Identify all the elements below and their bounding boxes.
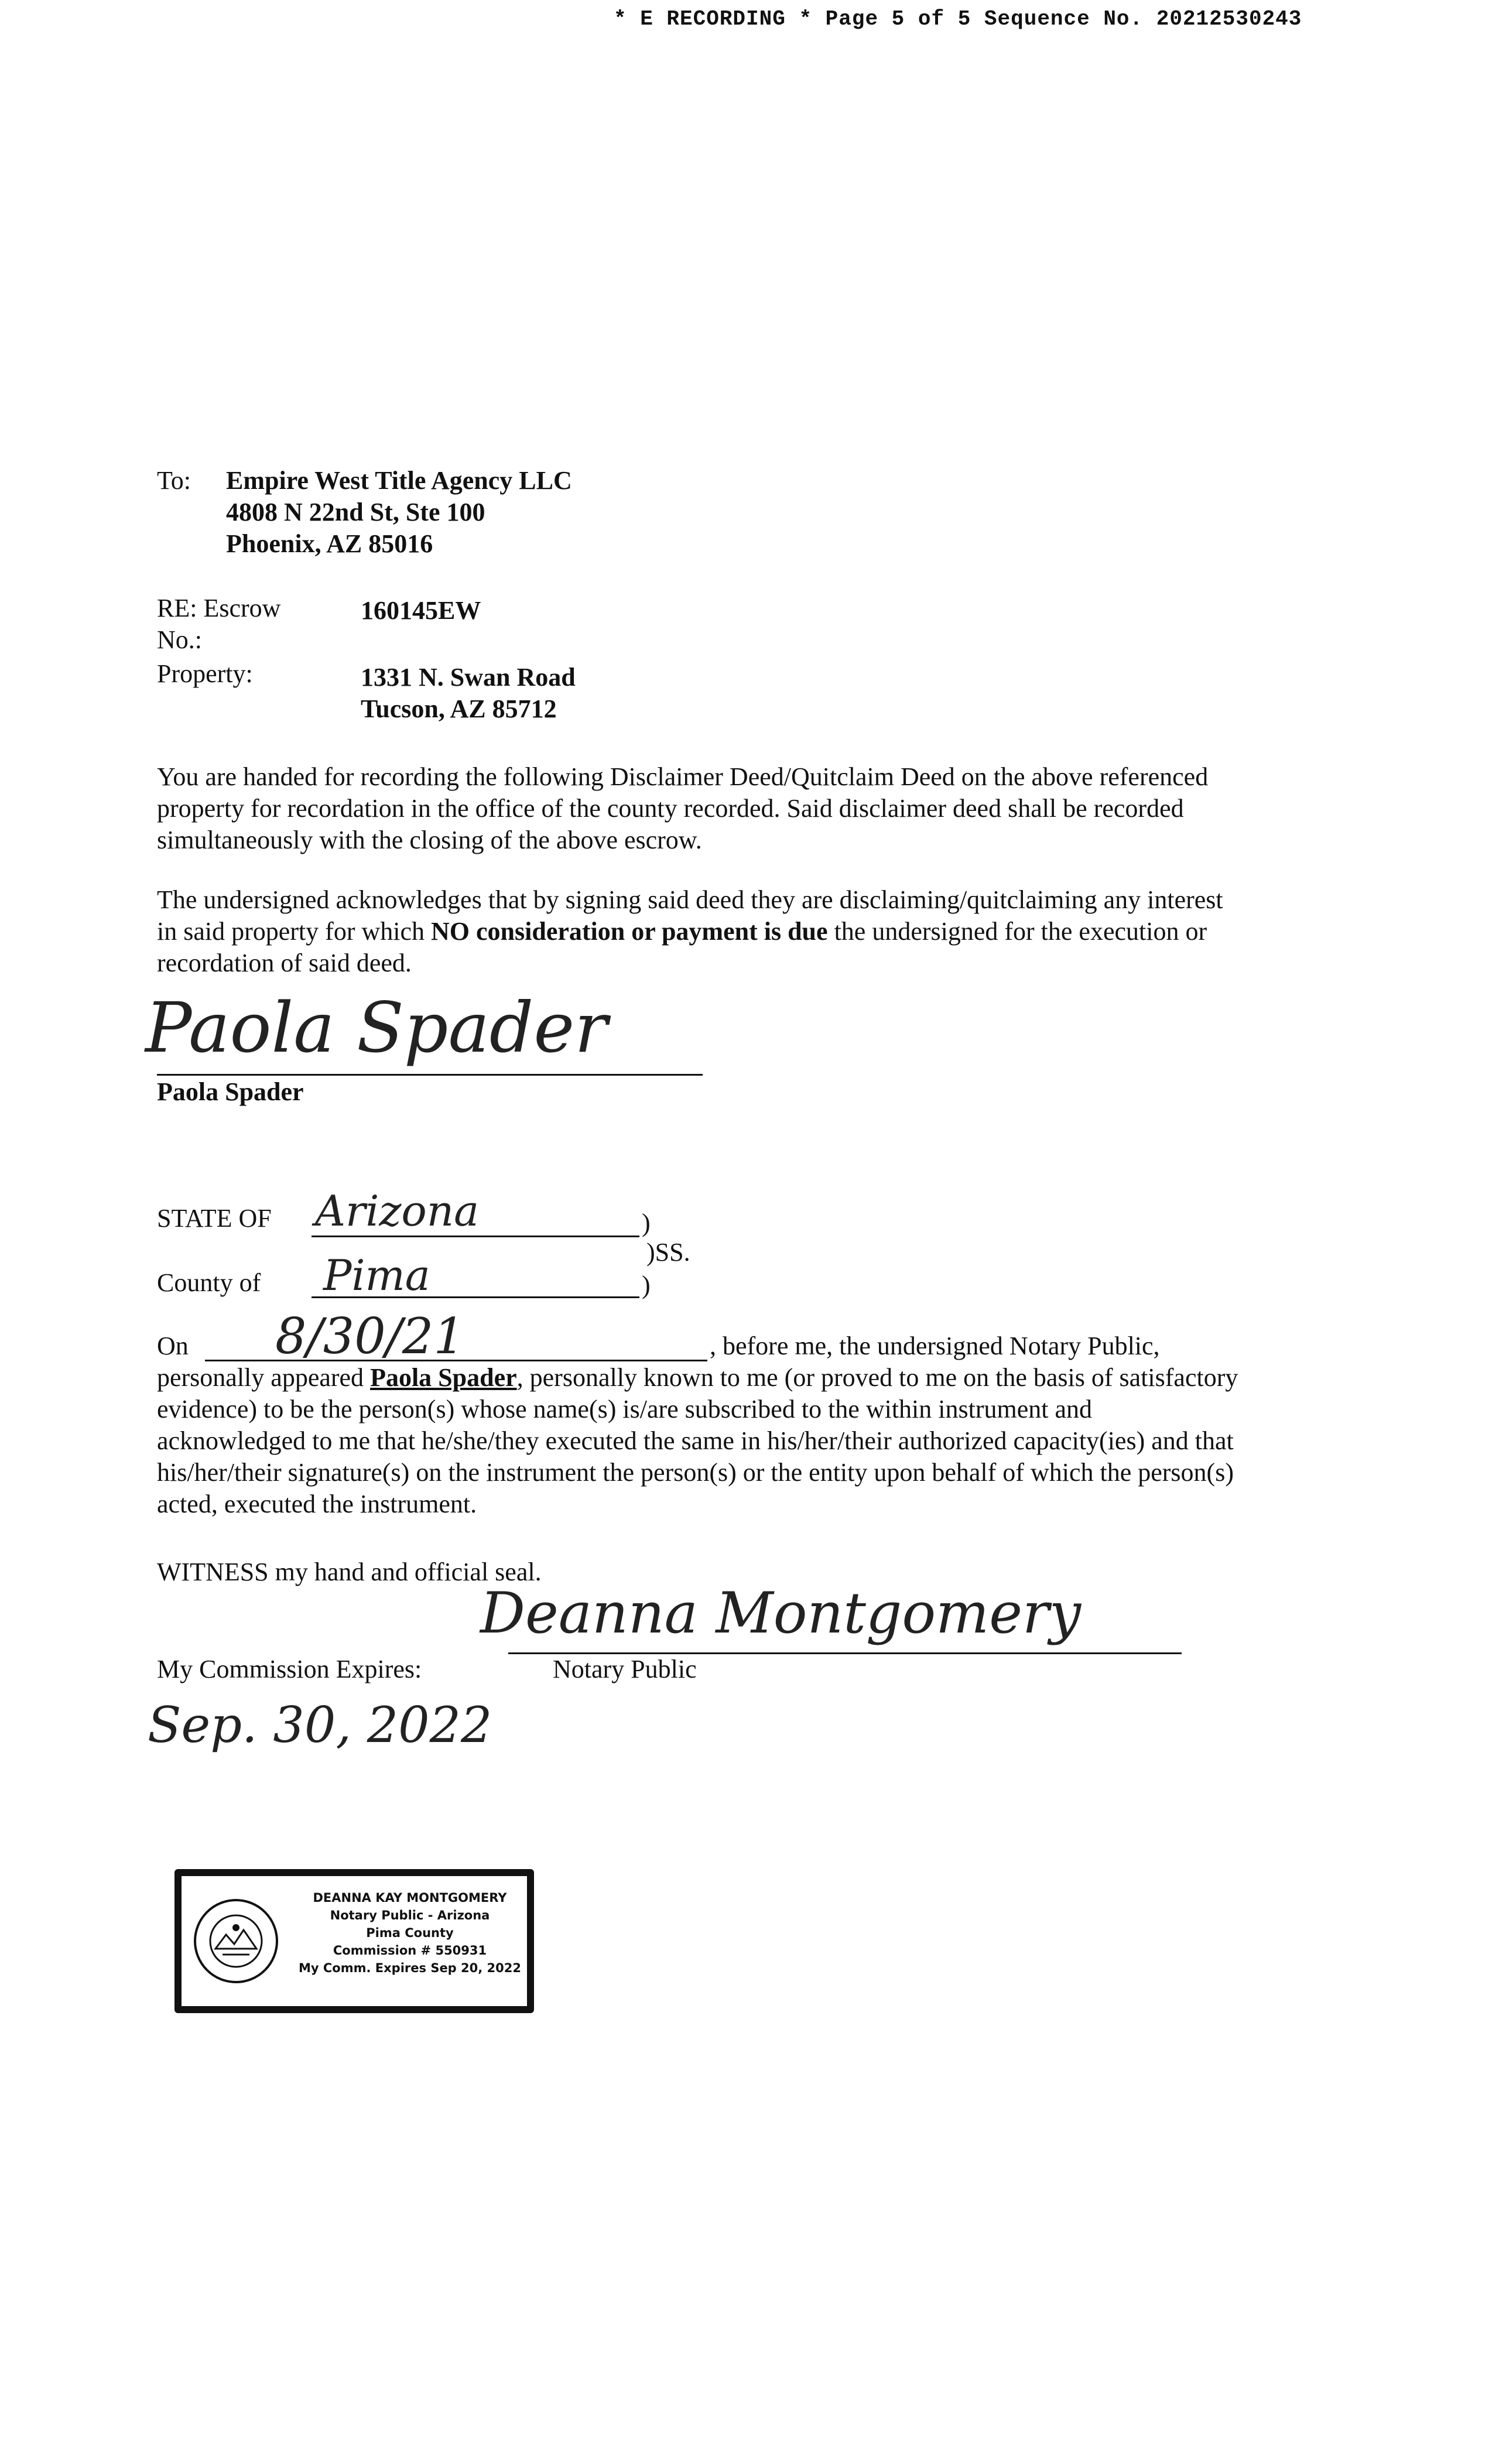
state-line bbox=[312, 1236, 639, 1237]
to-label: To: bbox=[157, 466, 191, 495]
state-seal-icon bbox=[192, 1897, 280, 1985]
recording-instruction-paragraph: You are handed for recording the following Disclaimer Deed/Quitclaim Deed on the above referenced property for recordation in the office of the county recorded. Said disclaimer deed shall be recorded simultaneously with the closing of the above escrow. bbox=[157, 762, 1209, 854]
stamp-title: Notary Public - Arizona bbox=[330, 1908, 490, 1922]
stamp-county: Pima County bbox=[366, 1926, 454, 1940]
county-handwritten: Pima bbox=[323, 1251, 430, 1300]
escrow-label-no: No.: bbox=[157, 625, 202, 654]
on-label: On bbox=[157, 1332, 189, 1360]
property-address-line2: Tucson, AZ 85712 bbox=[361, 694, 557, 723]
escrow-number: 160145EW bbox=[361, 596, 481, 625]
signer-name: Paola Spader bbox=[157, 1077, 304, 1106]
county-paren: ) bbox=[642, 1271, 651, 1299]
expiry-handwritten: Sep. 30, 2022 bbox=[148, 1696, 492, 1754]
escrow-label: RE: Escrow bbox=[157, 594, 281, 622]
signature-line bbox=[157, 1074, 703, 1076]
acknowledgement-paragraph: The undersigned acknowledges that by signing said deed they are disclaiming/quitclaiming any interest in said property for which NO consideration or payment is due the undersigned for the execution or recordation of said deed. bbox=[157, 885, 1223, 977]
stamp-commission-number: Commission # 550931 bbox=[333, 1943, 487, 1957]
property-address-line1: 1331 N. Swan Road bbox=[361, 663, 576, 692]
recording-header: * E RECORDING * Page 5 of 5 Sequence No. 20212530243 bbox=[614, 7, 1302, 31]
state-label: STATE OF bbox=[157, 1204, 272, 1233]
property-label: Property: bbox=[157, 659, 253, 688]
state-handwritten: Arizona bbox=[315, 1186, 480, 1236]
witness-statement: WITNESS my hand and official seal. bbox=[157, 1558, 542, 1586]
state-paren: ) bbox=[642, 1209, 651, 1237]
stamp-notary-name: DEANNA KAY MONTGOMERY bbox=[313, 1891, 507, 1905]
signer-signature: Paola Spader bbox=[145, 987, 608, 1068]
addressee-company: Empire West Title Agency LLC bbox=[226, 466, 572, 495]
addressee-address-line2: Phoenix, AZ 85016 bbox=[226, 529, 433, 558]
notary-stamp bbox=[174, 1869, 534, 2013]
appeared-name: Paola Spader bbox=[370, 1363, 517, 1392]
county-label: County of bbox=[157, 1268, 261, 1297]
date-handwritten: 8/30/21 bbox=[275, 1308, 465, 1365]
notary-acknowledgement-paragraph: , before me, the undersigned Notary Public, personally appeared Paola Spader, personally known to me (or proved to me on the basis of satisfactory evidence) to be the person(s) whose name(s) is/are subscribed to the within instrument and acknowledged to me that he/she/they executed the same in his/her/their authorized capacity(ies) and that his/her/their signature(s) on the instrument the person(s) or the entity upon behalf of which the person(s) acted, executed the instrument. bbox=[157, 1332, 1238, 1518]
stamp-expiration: My Comm. Expires Sep 20, 2022 bbox=[299, 1961, 521, 1975]
addressee-address-line1: 4808 N 22nd St, Ste 100 bbox=[226, 498, 485, 526]
notary-signature: Deanna Montgomery bbox=[480, 1580, 1082, 1646]
ss-label: )SS. bbox=[646, 1238, 690, 1267]
commission-expires-label: My Commission Expires: bbox=[157, 1655, 422, 1683]
no-consideration-text: NO consideration or payment is due bbox=[431, 917, 828, 946]
notary-public-label: Notary Public bbox=[553, 1655, 697, 1683]
